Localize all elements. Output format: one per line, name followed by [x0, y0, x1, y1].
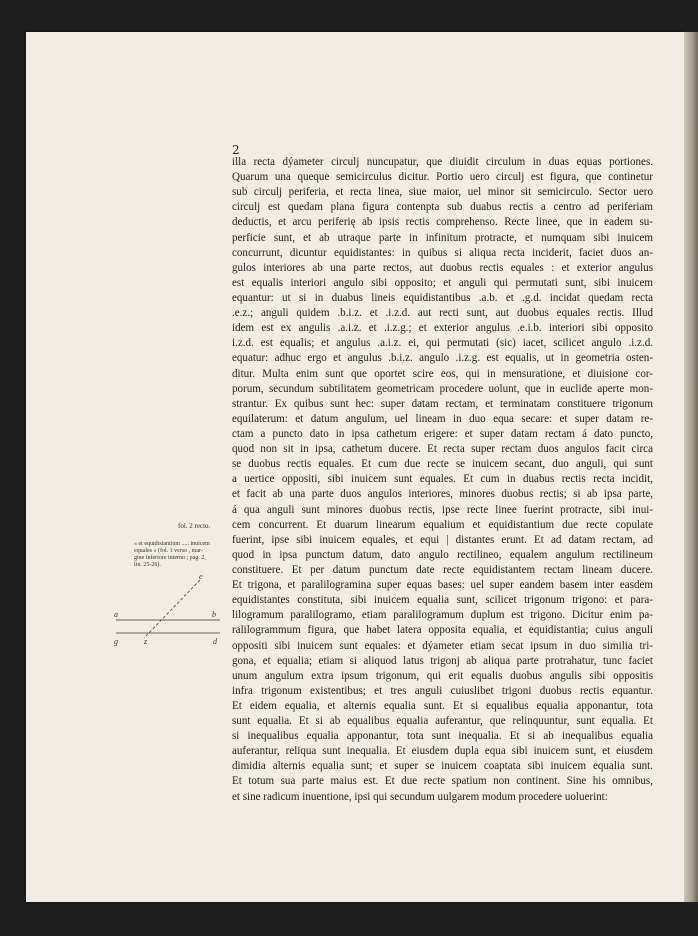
transversal-ez: [144, 580, 200, 638]
text-line: equilaterum: et datum angulum, uel lineam in duo equa secare: et super datam re-: [232, 412, 653, 425]
main-text-block: [232, 155, 653, 805]
text-line: a uertice oppositi, sibi inuicem sunt equales. Et cum in duabus rectis recta incidit,: [232, 473, 653, 486]
apparatus-line: equales » (fol. 1 verso , mar-: [134, 548, 203, 554]
text-line: Et eidem equalia, et alternis equalia sunt. Et si equalibus equalia apponantur, tota: [232, 699, 653, 712]
text-line: cem concurrent. Et duarum linearum equalium et equidistantium due recte copulate: [232, 518, 653, 531]
text-line: ditur. Multa enim sunt que oportet scire eos, qui in mensuratione, et diuisione cor-: [232, 367, 653, 380]
text-line: circulj est quedam plana figura contenpta sub duabus rectis a centro ad periferiam: [232, 201, 653, 214]
text-line: equantur: ut si in duabus lineis equidistantibus .a.b. et .g.d. incidat quedam recta: [232, 291, 653, 304]
text-line: concurrunt, dicuntur equidistantes: in quibus si aliqua recta inciderit, faciet duos an-: [232, 246, 653, 259]
text-line: oppositi sibi inuicem sunt equales: et dýameter etiam secat ipsum in duo similia tri-: [232, 639, 653, 652]
text-line: Et trigona, et paralilogramina super equas bases: uel super eandem basem inter easdem: [232, 579, 653, 592]
label-d: d: [213, 637, 217, 646]
text-line: gona, et equalia; etiam si aliquod latus trigonj ab aliqua parte protrahatur, tunc faciet: [232, 654, 653, 667]
geometry-figure: [112, 572, 224, 646]
text-line: quod non sit in ipsa, cathetum ducere. Et recta super rectam duos angulos facit circa: [232, 443, 653, 456]
label-z: z: [144, 637, 148, 646]
text-line: gulos interiores ab una parte rectos, aut duobus rectis equales : et exterior angulus: [232, 261, 653, 274]
text-line: et facit ab una parte duos angulos interiores, minores duobus rectis; si ab ipsa parte,: [232, 488, 653, 501]
text-line: ctam a puncto dato in ipsa cathetum erigere: et super datam rectam á dato puncto,: [232, 427, 653, 440]
label-e: e: [199, 572, 203, 581]
text-line: fuerint, ipse sibi inuicem equales, et equi | distantes erunt. Et ad datam rectam, ad: [232, 533, 653, 546]
text-line: infra trigonum existentibus; et tres anguli cuiuslibet trigoni duobus rectis equantur.: [232, 684, 653, 697]
text-line: ralilogrammum figura, que habet latera opposita equalia, et equidistantia; cuius anguli: [232, 624, 653, 637]
label-b: b: [212, 610, 216, 619]
text-line: lilogramum paralilogramo, etiam paralilogramum duplum est trigono. Dicitur enim pa-: [232, 609, 653, 622]
text-line: perficie sunt, et ab utraque parte in infinitum protracte, et numquam sibi inuicem: [232, 231, 653, 244]
text-line: deductis, et arcu periferię ab ipsis rectis comprehenso. Recte linee, que in eadem su-: [232, 216, 653, 229]
page-edge: [684, 32, 698, 902]
text-line: si inequalibus equalia apponantur, tota sunt inequalia. Et si ab inequalibus equalia: [232, 730, 653, 743]
text-line: sub circulj periferia, et recta linea, siue maior, uel minor sit semicirculo. Sector uero: [232, 186, 653, 199]
apparatus-line: lin. 25-26).: [134, 562, 161, 568]
text-line: equidistantes constituta, sibi inuicem equalia sunt, scilicet trigonum trigono: et para-: [232, 594, 653, 607]
text-line: strantur. Ex quibus sunt hec: super datam rectam, et terminatam constituere trigonum: [232, 397, 653, 410]
marginal-apparatus-note: [134, 541, 222, 569]
text-line: i.z.d. est equalis; et angulus .a.i.z. ei, qui permutati (sic) iacet, scilicet angulo .i.z.d.: [232, 337, 653, 350]
label-g: g: [114, 637, 118, 646]
page-number: 2: [232, 143, 240, 157]
text-line: Quarum una queque semicirculus dicitur. Portio uero circulj est figura, que continetur: [232, 171, 653, 184]
text-line: equatur: adhuc ergo et angulus .b.i.z. angulo .i.z.g. est equalis, ut in geometria osten-: [232, 352, 653, 365]
apparatus-line: gine inferiore interno ; pag. 2,: [134, 555, 206, 561]
text-line: illa recta dýameter circulj nuncupatur, que diuidit circulum in duas equas portiones.: [232, 156, 653, 168]
text-line: quod in ipsa punctum datum, dato angulo rectilineo, equalem angulum rectilineum: [232, 548, 653, 561]
text-line: se duobus rectis equales. Et cum due recte se inuicem secant, duo anguli, qui sunt: [232, 458, 653, 471]
text-line: porum, secundum subtilitatem geometricam procedere uolunt, que in euclide aperte mon-: [232, 382, 653, 395]
text-line: dimidia alternis equalia sunt; et super se inuicem coaptata sibi inuicem equalia sunt.: [232, 760, 653, 773]
book-page: [26, 32, 684, 902]
text-line: auferantur, reliqua sunt inequalia. Et eiusdem dupla equa sibi inuicem sunt, et eiusdem: [232, 745, 653, 758]
text-line: sunt equalia. Et si ab equalibus equalia auferantur, que relinquuntur, sunt equalia. Et: [232, 715, 653, 728]
text-line: unum angulum extra ipsum trigonum, qui erit equalis duobus angulis sibi oppositis: [232, 669, 653, 682]
text-line: et sine radicum inuentione, ipsi qui secundum uulgarem modum procedere uoluerint:: [232, 790, 608, 803]
text-line: constituere. Et per datum punctum date recte equidistantem rectam lineam ducere.: [232, 563, 653, 576]
text-line: est equalis interiori angulo sibi opposito; et anguli qui permutati sunt, sibi inuicem: [232, 276, 653, 289]
text-line: idem est ex angulis .a.i.z. et .i.z.g.; et exterior angulus .e.i.b. interiori sibi opposito: [232, 322, 653, 335]
folio-reference: fol. 2 recto.: [178, 522, 211, 530]
apparatus-line: « et equidistantium ..... inuicem: [134, 541, 210, 547]
label-a: a: [114, 610, 118, 619]
text-line: á qua anguli sunt minores duobus rectis, ipse recte linee fuerint protracte, sibi inui-: [232, 503, 653, 516]
text-line: Et totum sua parte maius est. Et due recte spatium non continent. Sine his omnibus,: [232, 775, 653, 788]
text-line: .e.z.; anguli quidem .b.i.z. et .i.z.d. aut recti sunt, aut duobus equales rectis. Illud: [232, 307, 653, 320]
